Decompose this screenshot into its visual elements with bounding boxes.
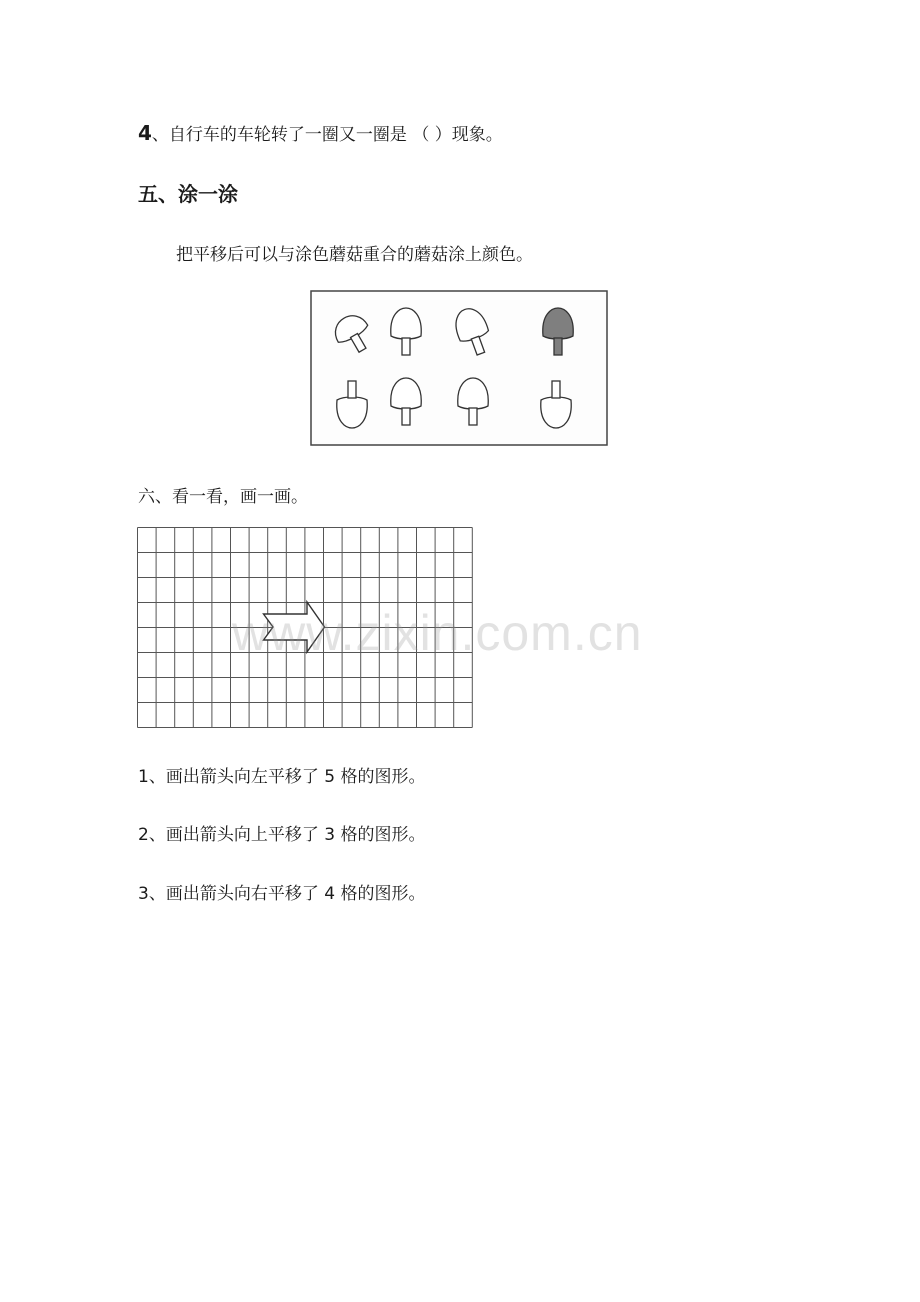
- section-5-title: 五、涂一涂: [138, 182, 238, 206]
- task-1: 1、画出箭头向左平移了 5 格的图形。: [138, 767, 426, 787]
- drawing-grid: [137, 527, 473, 728]
- section-5-instruction: 把平移后可以与涂色蘑菇重合的蘑菇涂上颜色。: [176, 245, 533, 265]
- task-3: 3、画出箭头向右平移了 4 格的图形。: [138, 884, 426, 904]
- task-2: 2、画出箭头向上平移了 3 格的图形。: [138, 825, 426, 845]
- question-4: [138, 120, 503, 145]
- question-4-number: 4: [138, 121, 152, 145]
- section-6-title: 六、看一看，画一画。: [138, 487, 308, 507]
- watermark: www.zixin.com.cn: [232, 605, 643, 661]
- question-4-text: 、自行车的车轮转了一圈又一圈是 （ ）现象。: [151, 125, 503, 145]
- arrow-shape: [264, 602, 325, 652]
- mushroom-figure: [310, 290, 608, 446]
